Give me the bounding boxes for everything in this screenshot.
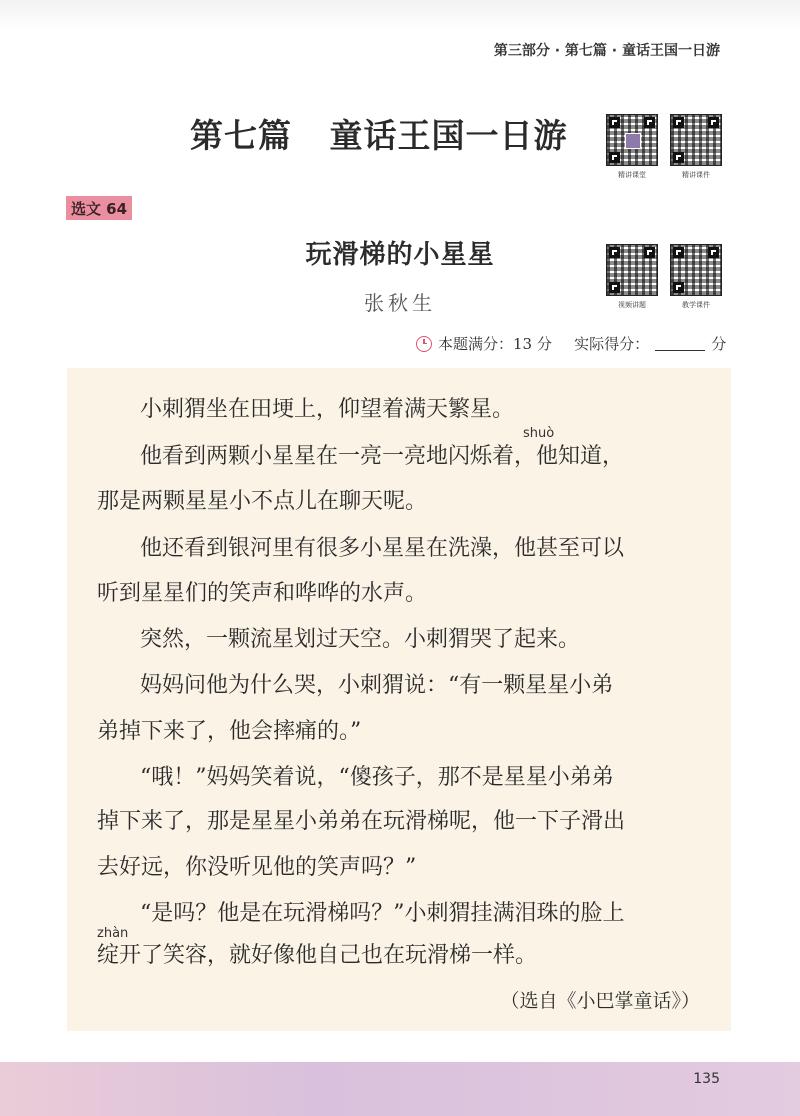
qr-caption: 教学课件 bbox=[682, 301, 710, 309]
qr-code-item[interactable] bbox=[670, 244, 722, 310]
pinyin-annotation: shuò bbox=[523, 426, 555, 441]
passage-line: 去好远，你没听见他的笑声吗？” bbox=[97, 855, 417, 880]
pinyin-annotation: zhàn bbox=[97, 926, 129, 941]
qr-caption: 精讲课堂 bbox=[618, 171, 646, 179]
passage-line: 那是两颗星星小不点儿在聊天呢。 bbox=[97, 489, 428, 514]
qr-code-icon[interactable] bbox=[670, 244, 722, 296]
passage-line: 妈妈问他为什么哭，小刺猬说：“有一颗星星小弟 bbox=[140, 673, 614, 698]
source-citation: （选自《小巴掌童话》） bbox=[500, 990, 700, 1012]
passage-line: 他看到两颗小星星在一亮一亮地闪烁着，他知道， bbox=[140, 444, 625, 469]
chapter-qr-group bbox=[606, 114, 722, 180]
score-line bbox=[416, 333, 726, 354]
qr-code-item[interactable] bbox=[606, 114, 658, 180]
selection-badge: 选文 64 bbox=[66, 196, 132, 220]
passage-line: “哦！”妈妈笑着说，“傻孩子，那不是星星小弟弟 bbox=[140, 765, 614, 790]
top-band bbox=[0, 0, 800, 30]
qr-code-item[interactable] bbox=[670, 114, 722, 180]
qr-code-icon[interactable] bbox=[606, 114, 658, 166]
qr-caption: 精讲课件 bbox=[682, 171, 710, 179]
passage-line: 绽开了笑容，就好像他自己也在玩滑梯一样。 bbox=[97, 943, 538, 968]
passage-line: 弟掉下来了，他会摔痛的。” bbox=[97, 719, 362, 744]
qr-caption: 视频讲题 bbox=[618, 301, 646, 309]
page-number: 135 bbox=[693, 1071, 720, 1087]
passage-line: 突然，一颗流星划过天空。小刺猬哭了起来。 bbox=[140, 627, 581, 652]
actual-score-label: 实际得分： bbox=[574, 335, 650, 353]
passage-line: 掉下来了，那是星星小弟弟在玩滑梯呢，他一下子滑出 bbox=[97, 809, 626, 834]
running-header: 第三部分 · 第七篇 · 童话王国一日游 bbox=[493, 43, 720, 59]
passage-line: 小刺猬坐在田埂上，仰望着满天繁星。 bbox=[140, 397, 515, 422]
passage-line: 他还看到银河里有很多小星星在洗澡，他甚至可以 bbox=[140, 536, 625, 561]
score-blank[interactable] bbox=[655, 336, 705, 351]
selection-qr-group bbox=[606, 244, 722, 310]
qr-code-icon[interactable] bbox=[606, 244, 658, 296]
story-title: 玩滑梯的小星星 bbox=[305, 240, 495, 270]
bottom-band bbox=[0, 1062, 800, 1116]
author-name: 张秋生 bbox=[364, 291, 436, 315]
score-unit: 分 bbox=[711, 335, 727, 353]
passage-line: “是吗？他是在玩滑梯吗？”小刺猬挂满泪珠的脸上 bbox=[140, 901, 625, 926]
passage-line: 听到星星们的笑声和哗哗的水声。 bbox=[97, 581, 428, 606]
chapter-title: 第七篇 童话王国一日游 bbox=[190, 116, 568, 155]
qr-code-item[interactable] bbox=[606, 244, 658, 310]
clock-icon bbox=[416, 336, 432, 352]
qr-code-icon[interactable] bbox=[670, 114, 722, 166]
full-score-label: 本题满分：13 分 bbox=[438, 335, 552, 353]
